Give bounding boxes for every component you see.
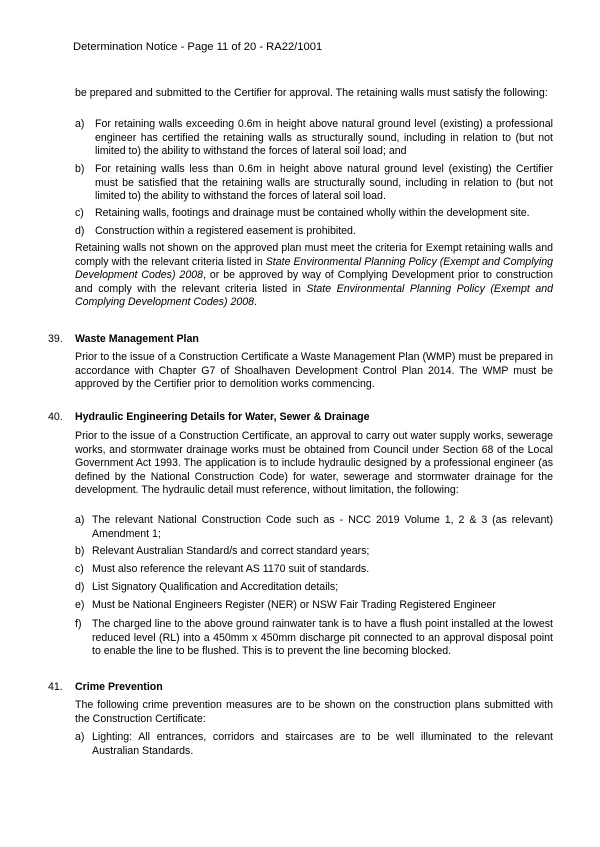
intro-paragraph: be prepared and submitted to the Certifier for approval. The retaining walls must satisfy the following: [75, 87, 548, 99]
list-item-text: Must also reference the relevant AS 1170 suit of standards. [92, 563, 370, 575]
section-number: 40. [48, 411, 63, 423]
list-item [75, 163, 553, 204]
list-item-label: d) [75, 581, 85, 593]
exempt-text-2: , or be approved by way of Complying Development prior to construction and comply with the relevant criteria listed in [75, 269, 553, 295]
list-item [75, 563, 553, 577]
section-title: Hydraulic Engineering Details for Water, Sewer & Drainage [75, 411, 370, 423]
list-item-text: Construction within a registered easement is prohibited. [95, 225, 356, 237]
list-item-label: a) [75, 118, 85, 130]
list-item [75, 225, 553, 239]
exempt-text-3: . [254, 296, 257, 309]
section-number: 39. [48, 333, 63, 345]
section-number: 41. [48, 681, 63, 693]
exempt-text-1: Retaining walls not shown on the approved plan must meet the criteria for Exempt retaining walls and comply with the relevant criteria listed in [75, 242, 553, 268]
list-item-text: The charged line to the above ground rainwater tank is to have a flush point installed at the lowest reduced level (RL) into a 450mm x 450mm discharge pit connected to an approval disposal point to enable the line to be flushed. This is to prevent the line becoming blocked. [92, 618, 553, 658]
list-item-label: c) [75, 563, 84, 575]
list-item-text: Must be National Engineers Register (NER) or NSW Fair Trading Registered Engineer [92, 599, 496, 611]
exempt-policy-name: State Environmental Planning Policy (Exempt and Complying Development Codes) 2008 [75, 255, 553, 282]
list-item [75, 599, 553, 613]
list-item-text: The relevant National Construction Code such as - NCC 2019 Volume 1, 2 & 3 (as relevant) Amendment 1; [92, 514, 553, 540]
list-item-text: For retaining walls less than 0.6m in height above natural ground level (existing) the Certifier must be satisfied that the retaining walls are structurally sound, including in relation to (but not limited to) the ability to withstand the forces of lateral soil load. [95, 163, 553, 203]
list-item [75, 118, 553, 159]
list-item-label: c) [75, 207, 84, 219]
list-item-label: f) [75, 618, 82, 630]
list-item [75, 207, 553, 221]
list-item-text: Retaining walls, footings and drainage must be contained wholly within the development site. [95, 207, 530, 219]
list-item-label: a) [75, 514, 85, 526]
list-item-label: b) [75, 163, 85, 175]
list-item [75, 514, 553, 541]
list-item-text: For retaining walls exceeding 0.6m in height above natural ground level (existing) a professional engineer has certified the retaining walls as structurally sound, including in relation to (but not limited to) the ability to withstand the forces of lateral soil load; and [95, 118, 553, 158]
list-item [75, 581, 553, 595]
section-body: The following crime prevention measures are to be shown on the construction plans submitted with the Construction Certificate: [75, 699, 553, 725]
list-item-label: d) [75, 225, 85, 237]
list-item-label: b) [75, 545, 85, 557]
section-title: Crime Prevention [75, 681, 163, 693]
section-body: Prior to the issue of a Construction Certificate, an approval to carry out water supply works, sewerage works, and stormwater drainage works must be obtained from Council under Section 68 of the Local Government Act 1993. The application is to include hydraulic designed by a professional engineer (as defined by the National Construction Code) for water, sewerage and stormwater drainage for the development. The hydraulic detail must reference, without limitation, the following: [75, 430, 553, 497]
section-body: Prior to the issue of a Construction Certificate a Waste Management Plan (WMP) must be prepared in accordance with Chapter G7 of Shoalhaven Development Control Plan 2014. The WMP must be approved by the Certifier prior to demolition works commencing. [75, 351, 553, 391]
exempt-policy-name: State Environmental Planning Policy (Exempt and Complying Development Codes) 2008 [75, 282, 554, 309]
exempt-paragraph [75, 242, 553, 310]
list-item [75, 545, 553, 559]
list-item-label: e) [75, 599, 85, 611]
list-item-text: Lighting: All entrances, corridors and staircases are to be well illuminated to the relevant Australian Standards. [92, 731, 553, 757]
page-header: Determination Notice - Page 11 of 20 - RA22/1001 [73, 41, 323, 53]
list-item [75, 731, 553, 758]
list-item-label: a) [75, 731, 85, 743]
list-item-text: List Signatory Qualification and Accreditation details; [92, 581, 339, 593]
list-item [75, 618, 553, 659]
list-item-text: Relevant Australian Standard/s and correct standard years; [92, 545, 370, 557]
section-title: Waste Management Plan [75, 333, 199, 345]
